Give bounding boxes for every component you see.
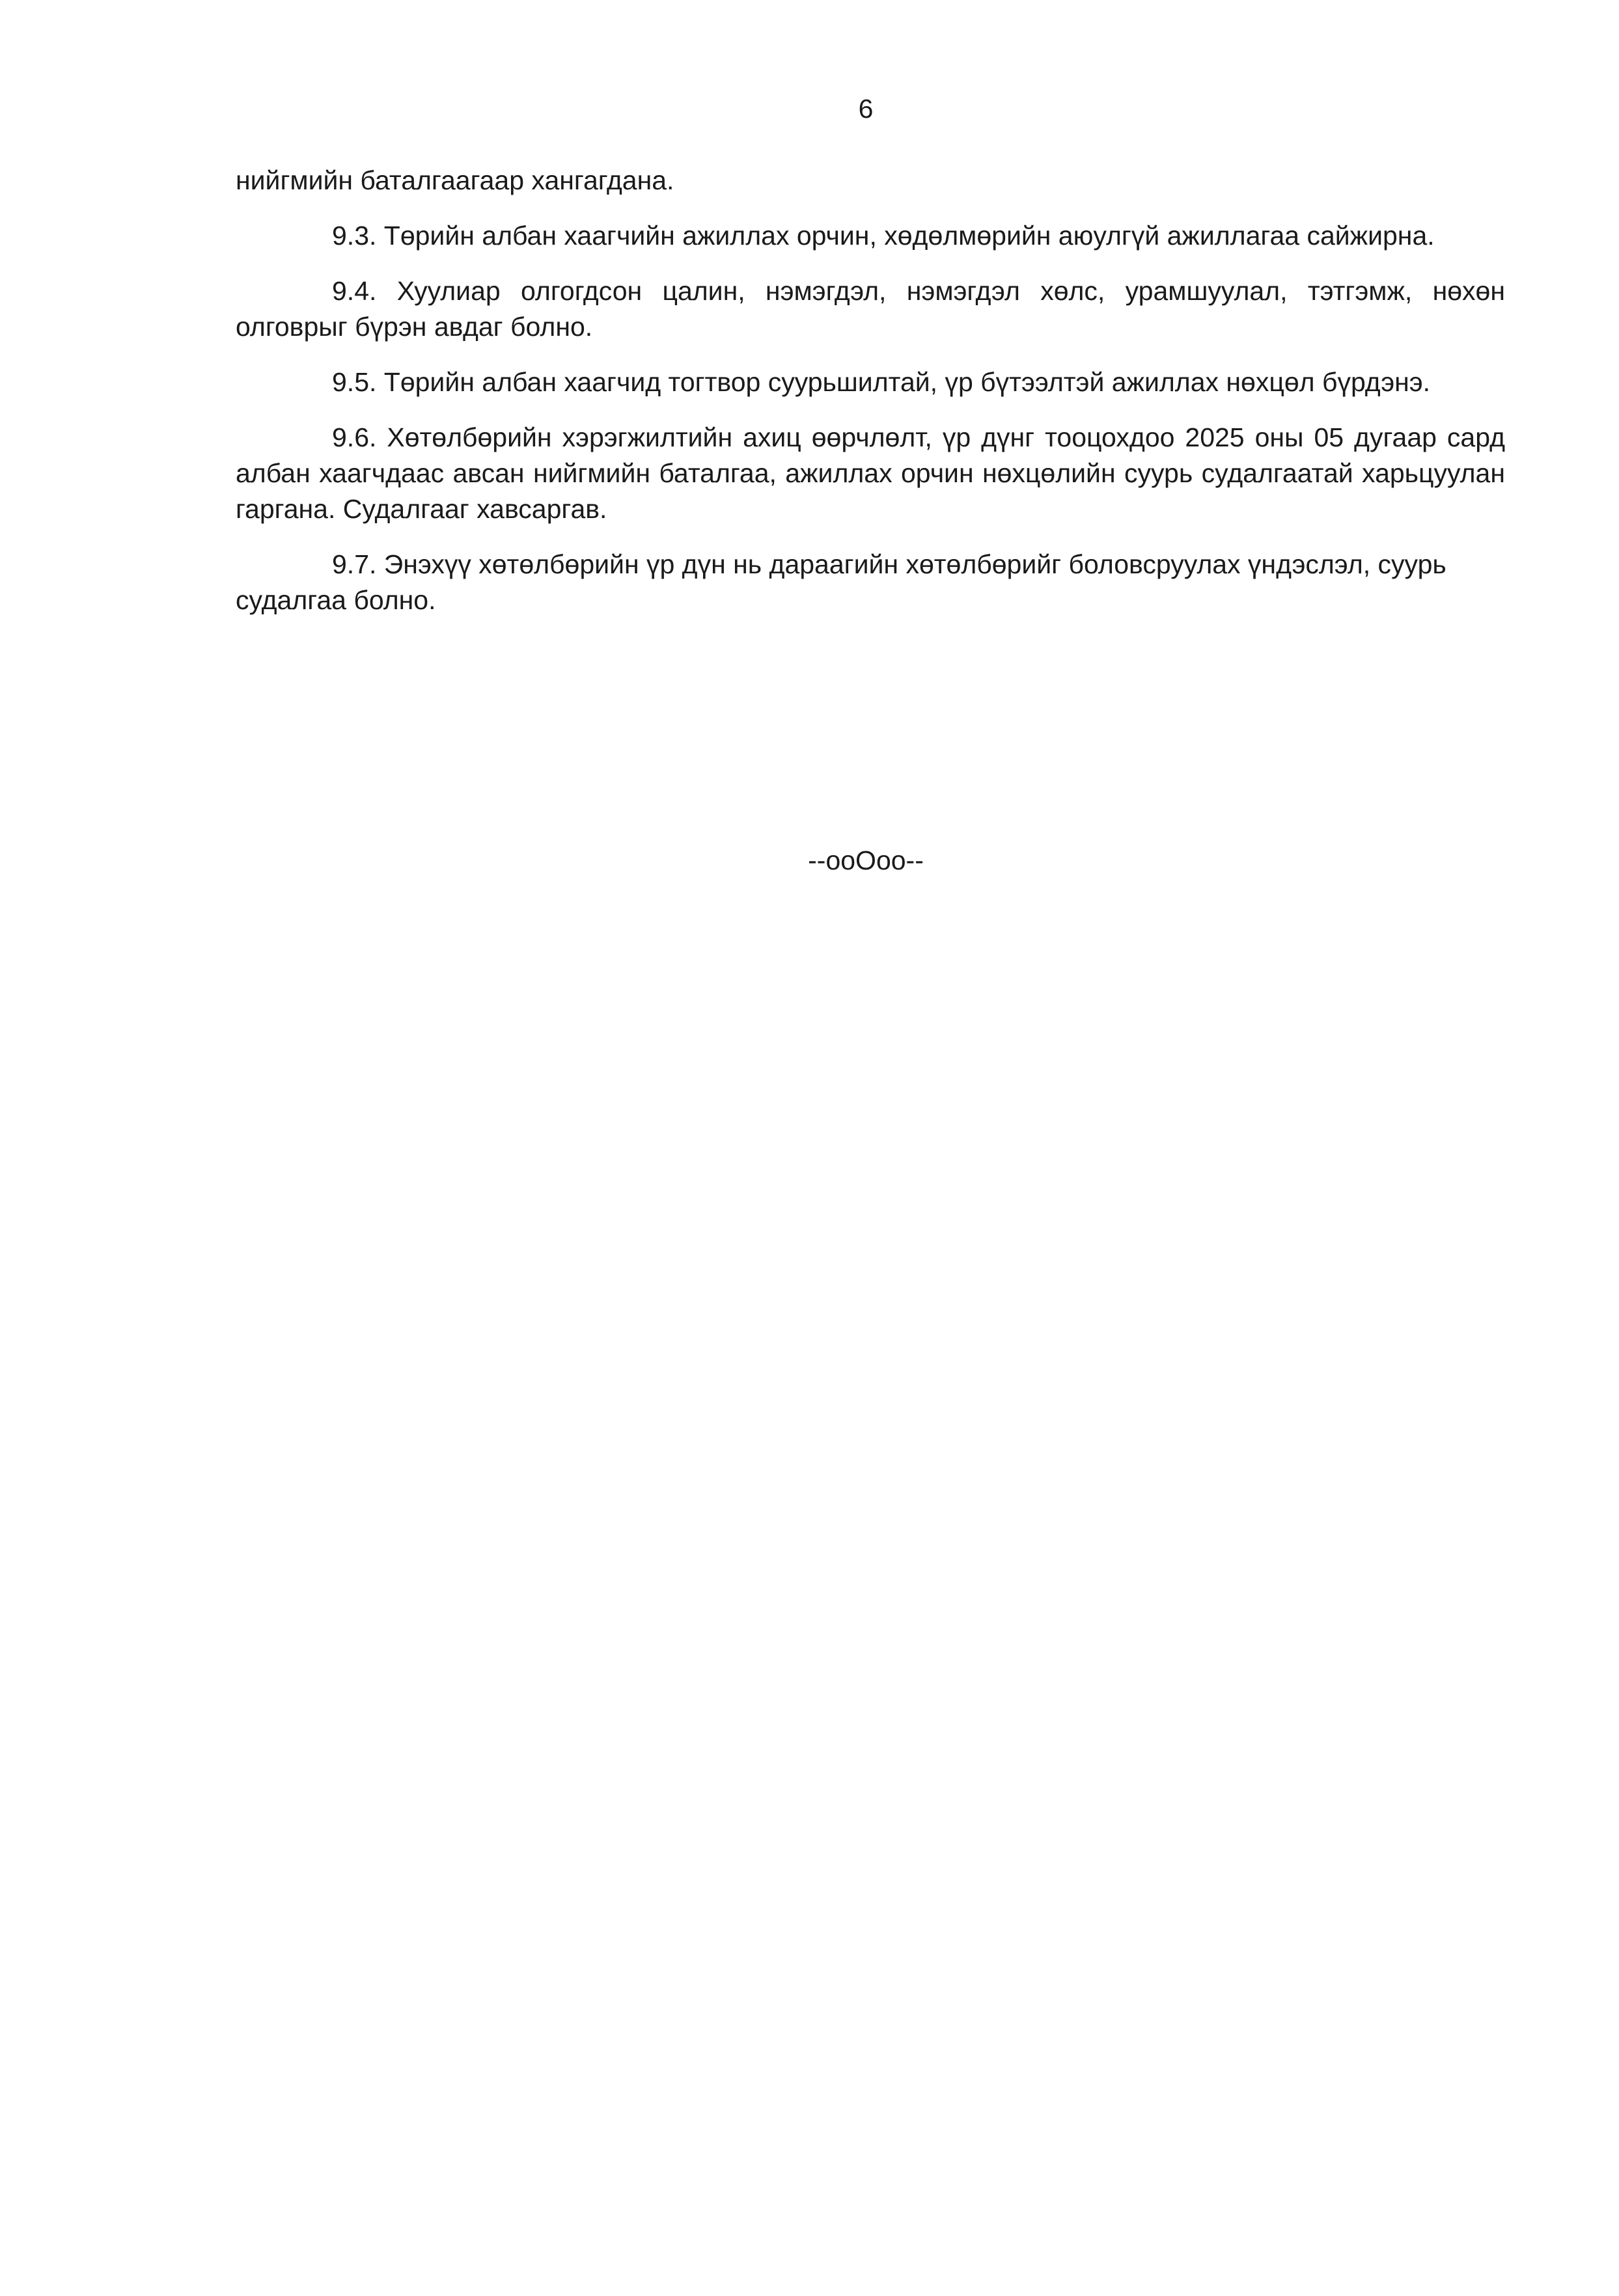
closing-mark: --ооОоо-- [808, 845, 924, 875]
document-body [236, 163, 1505, 638]
paragraph-9-6: 9.6. Хөтөлбөрийн хэрэгжилтийн ахиц өөрчлөлт, үр дүнг тооцохдоо 2025 оны 05 дугаар сард албан хаагчдаас авсан нийгмийн баталгаа, ажиллах орчин нөхцөлийн суурь судалгаатай харьцуулан гаргана. Судалгааг хавсаргав. [236, 422, 1505, 524]
paragraph-9-5: 9.5. Төрийн албан хаагчид тогтвор суурьшилтай, үр бүтээлтэй ажиллах нөхцөл бүрдэнэ. [332, 367, 1431, 397]
paragraph-continuation: нийгмийн баталгаагаар хангагдана. [236, 165, 674, 195]
paragraph-9-4: 9.4. Хуулиар олгогдсон цалин, нэмэгдэл, нэмэгдэл хөлс, урамшуулал, тэтгэмж, нөхөн олговрыг бүрэн авдаг болно. [236, 276, 1505, 342]
page-number: 6 [858, 94, 874, 124]
paragraph-9-3: 9.3. Төрийн албан хаагчийн ажиллах орчин, хөдөлмөрийн аюулгүй ажиллагаа сайжирна. [332, 221, 1435, 251]
paragraph-9-7: 9.7. Энэхүү хөтөлбөрийн үр дүн нь дараагийн хөтөлбөрийг боловсруулах үндэслэл, суурь судалгаа болно. [236, 549, 1446, 615]
